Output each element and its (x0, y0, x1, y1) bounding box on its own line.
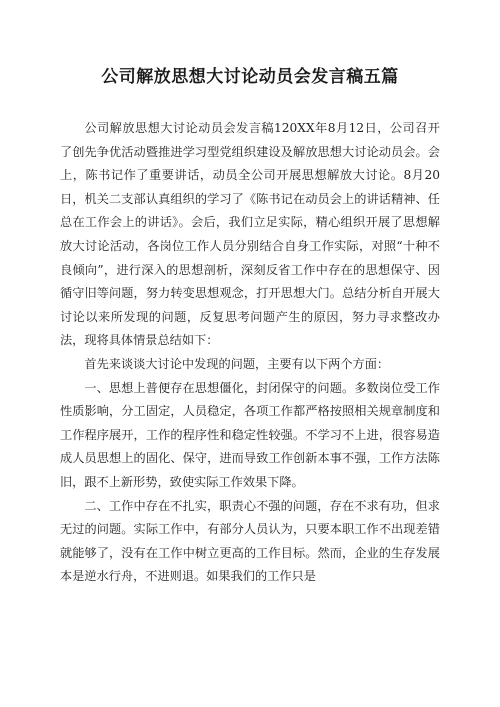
document-title: 公司解放思想大讨论动员会发言稿五篇 (101, 67, 399, 87)
paragraph-intro: 公司解放思想大讨论动员会发言稿120XX年8月12日，公司召开了创先争优活动暨推进学习型党组织建设及解放思想大讨论动员会。会上，陈书记作了重要讲话，动员全公司开展思想解放大讨论。8月20日，机关二支部认真组织的学习了《陈书记在动员会上的讲话精神、任总在工作会上的讲话》。会后，我们立足实际，精心组织开展了思想解放大讨论活动，各岗位工作人员分别结合自身工作实际，对照“十种不良倾向”，进行深入的思想剖析，深刻反省工作中存在的思想保守、因循守旧等问题，努力转变思想观念，打开思想大门。总结分析自开展大讨论以来所发现的问题，反复思考问题产生的原因，努力寻求整改办法，现将具体情景总结如下： (60, 121, 440, 348)
paragraph-problem-two: 二、工作中存在不扎实，职责心不强的问题，存在不求有功，但求无过的问题。实际工作中，有部分人员认为，只要本职工作不出现差错就能够了，没有在工作中树立更高的工作目标。然而，企业的生存发展本是逆水行舟，不进则退。如果我们的工作只是 (60, 498, 440, 584)
paragraph-problems-intro: 首先来谈谈大讨论中发现的问题，主要有以下两个方面： (84, 356, 390, 371)
paragraph-problem-one: 一、思想上普便存在思想僵化，封闭保守的问题。多数岗位受工作性质影响，分工固定，人员稳定，各项工作都严格按照相关规章制度和工作程序展开，工作的程序性和稳定性较强。不学习不上进，很容易造成人员思想上的固化、保守，进而导致工作创新本事不强，工作方法陈旧，跟不上新形势，致使实际工作效果下降。 (60, 380, 440, 489)
document-body (60, 117, 440, 589)
